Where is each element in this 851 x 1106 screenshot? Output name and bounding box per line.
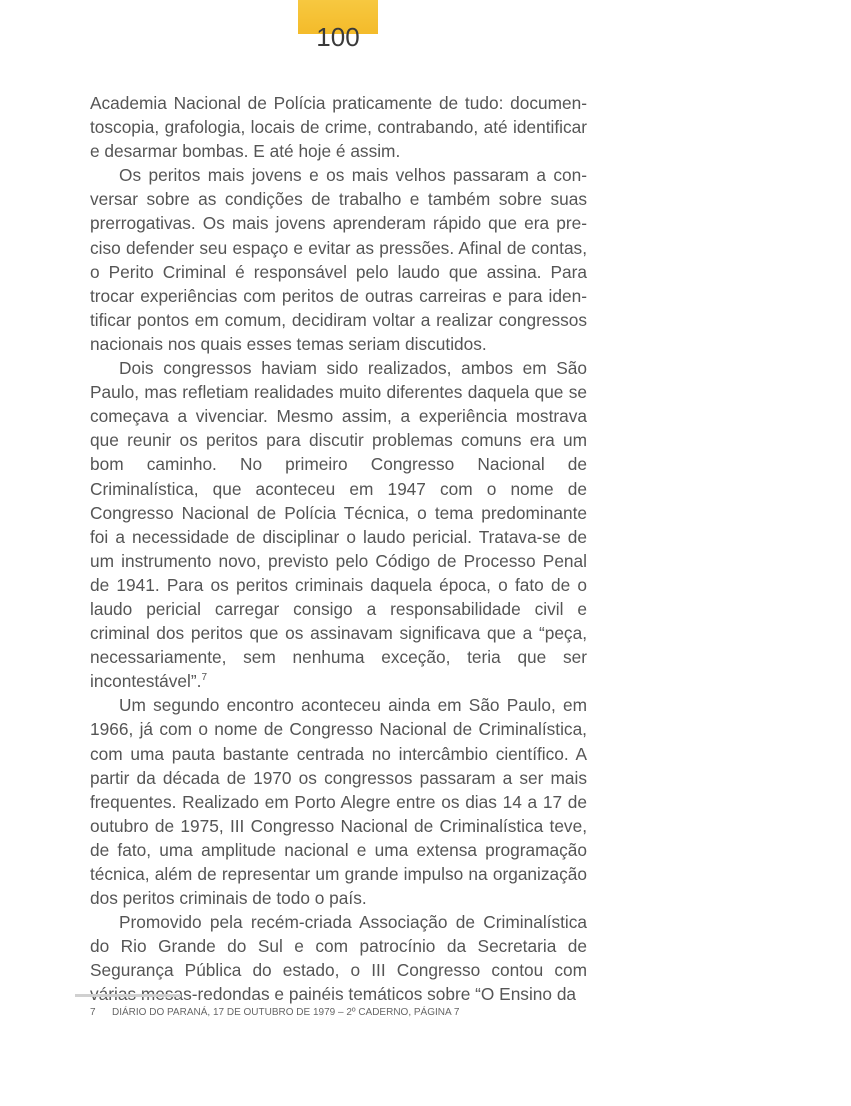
footnote-number: 7 [90, 1007, 96, 1018]
footnote [90, 1006, 459, 1020]
paragraph-3-text: Dois congressos haviam sido realizados, ambos em São Paulo, mas refletiam realidades muito diferentes daquela que se começava a vivenciar. Mesmo assim, a experiência mostrava que reunir os peritos para discutir problemas comuns era um bom caminho. No primeiro Congresso Nacional de Criminalística, que aconteceu em 1947 com o nome de Congresso Nacional de Polícia Técnica, o tema predominante foi a necessidade de disciplinar o laudo pericial. Tratava-se de um instrumento novo, previsto pelo Código de Processo Penal de 1941. Para os peritos criminais daquela época, o fato de o laudo pericial carregar consigo a responsabilidade civil e criminal dos peritos que os assinavam significava que a “peça, necessariamente, sem nenhuma exceção, teria que ser incontestável”. [90, 358, 587, 692]
paragraph-5: Promovido pela recém-criada Associação de Criminalística do Rio Grande do Sul e com patrocínio da Secretaria de Segurança Pública do estado, o III Congresso contou com várias mesas-redondas e painéis temáticos sobre “O Ensino da [90, 912, 587, 1005]
paragraph-1: Academia Nacional de Polícia praticamente de tudo: documentoscopia, grafologia, locais de crime, contrabando, até identificar e desarmar bombas. E até hoje é assim. [90, 93, 587, 162]
paragraph-4: Um segundo encontro aconteceu ainda em São Paulo, em 1966, já com o nome de Congresso Nacional de Criminalística, com uma pauta bastante centrada no intercâmbio científico. A partir da década de 1970 os congressos passaram a ser mais frequentes. Realizado em Porto Alegre entre os dias 14 a 17 de outubro de 1975, III Congresso Nacional de Criminalística teve, de fato, uma amplitude nacional e uma extensa programação técnica, além de representar um grande impulso na organização dos peritos criminais de todo o país. [90, 695, 587, 909]
footnote-text: DIÁRIO DO PARANÁ, 17 DE OUTUBRO DE 1979 – 2º CADERNO, PÁGINA 7 [112, 1007, 460, 1018]
footnote-reference[interactable]: 7 [201, 672, 207, 684]
body-text [90, 91, 587, 1007]
footnote-divider [75, 994, 181, 997]
paragraph-3 [90, 356, 587, 693]
paragraph-2: Os peritos mais jovens e os mais velhos passaram a conversar sobre as condições de trabalho e também sobre suas prerrogativas. Os mais jovens aprenderam rápido que era preciso defender seu espaço e evitar as pressões. Afinal de contas, o Perito Criminal é responsável pelo laudo que assina. Para trocar experiências com peritos de outras carreiras e para identificar pontos em comum, decidiram voltar a realizar congressos nacionais nos quais esses temas seriam discutidos. [90, 165, 587, 354]
page-number: 100 [316, 22, 360, 52]
